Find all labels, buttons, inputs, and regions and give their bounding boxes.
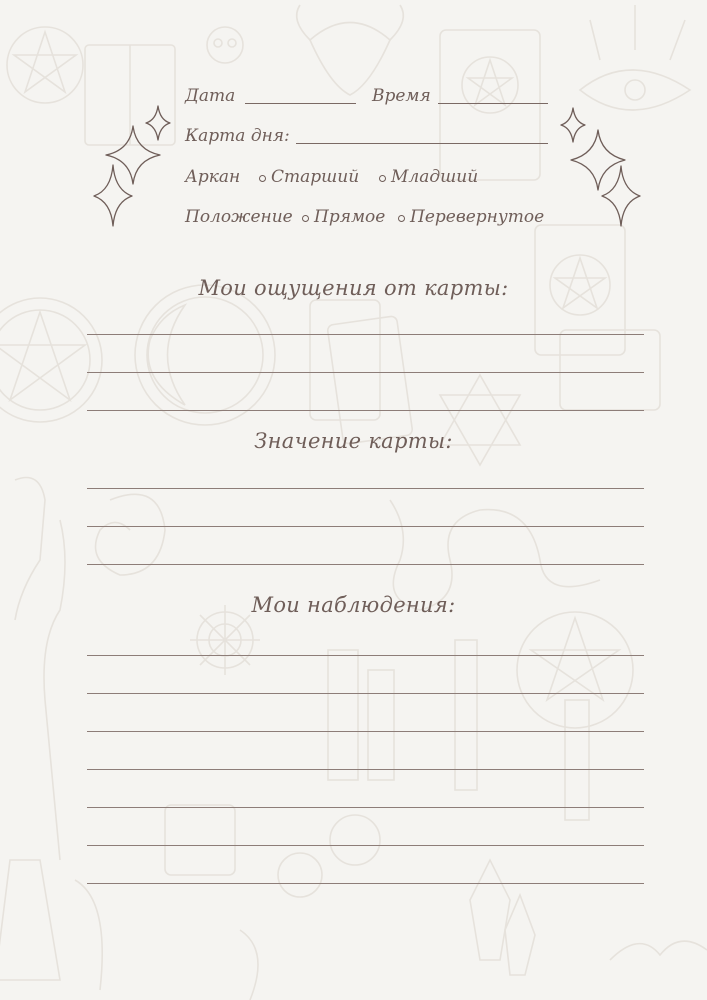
time-label: Время <box>372 86 431 106</box>
position-upright-radio[interactable] <box>302 215 309 222</box>
writing-line[interactable] <box>87 410 644 411</box>
writing-line[interactable] <box>87 655 644 656</box>
pentagram-icon <box>0 298 102 422</box>
position-reversed-radio[interactable] <box>398 215 405 222</box>
writing-line[interactable] <box>87 334 644 335</box>
writing-line[interactable] <box>87 769 644 770</box>
time-input-line[interactable] <box>438 103 548 104</box>
swirl-icon <box>96 494 166 575</box>
writing-line[interactable] <box>87 693 644 694</box>
position-label: Положение <box>185 207 293 227</box>
pentagram-icon <box>517 612 633 728</box>
section-title-meaning: Значение карты: <box>254 429 453 453</box>
writing-line[interactable] <box>87 564 644 565</box>
bat-icon <box>610 941 707 960</box>
book-icon <box>85 45 175 145</box>
writing-line[interactable] <box>87 731 644 732</box>
arcana-label: Аркан <box>185 167 241 187</box>
goat-skull-icon <box>297 5 404 95</box>
eye-icon <box>580 5 690 110</box>
moon-icon <box>135 285 275 425</box>
card-of-day-input-line[interactable] <box>296 143 548 144</box>
skull-icon <box>278 815 380 897</box>
section-title-observations: Мои наблюдения: <box>251 593 456 617</box>
book-icon <box>440 30 540 180</box>
tarot-card-icon <box>535 225 660 410</box>
writing-line[interactable] <box>87 372 644 373</box>
date-label: Дата <box>185 86 236 106</box>
dagger-icon <box>15 478 65 861</box>
writing-line[interactable] <box>87 807 644 808</box>
writing-line[interactable] <box>87 526 644 527</box>
crystal-icon <box>470 860 535 975</box>
writing-line[interactable] <box>87 845 644 846</box>
card-of-day-label: Карта дня: <box>185 126 290 146</box>
skull-icon <box>207 27 243 63</box>
candle-icon <box>165 640 589 875</box>
arcana-major-label: Старший <box>271 167 360 187</box>
section-title-feelings: Мои ощущения от карты: <box>198 276 509 300</box>
arcana-major-radio[interactable] <box>259 175 266 182</box>
writing-line[interactable] <box>87 883 644 884</box>
date-input-line[interactable] <box>245 103 356 104</box>
writing-line[interactable] <box>87 488 644 489</box>
broom-icon <box>0 860 102 990</box>
pentagram-icon <box>7 27 83 103</box>
arcana-minor-label: Младший <box>391 167 479 187</box>
position-reversed-label: Перевернутое <box>410 207 545 227</box>
arcana-minor-radio[interactable] <box>379 175 386 182</box>
position-upright-label: Прямое <box>314 207 386 227</box>
